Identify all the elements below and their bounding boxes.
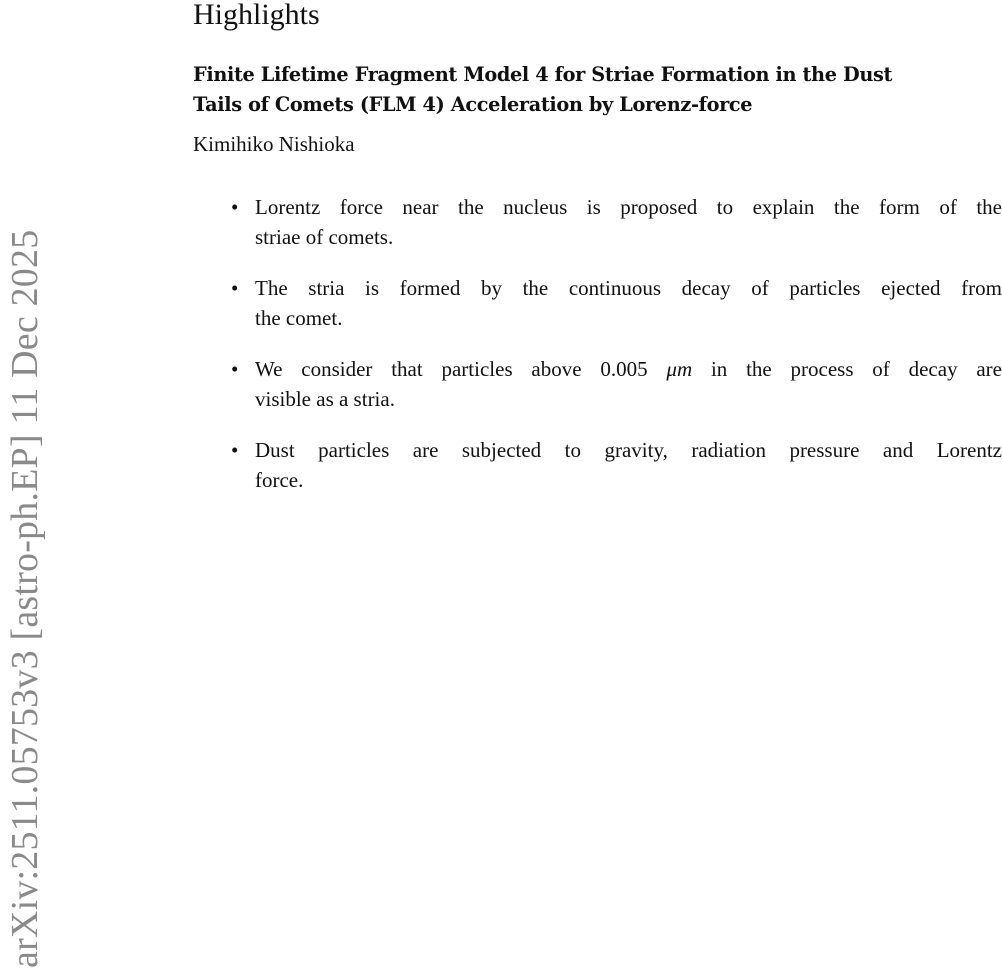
highlight-line: visible as a stria. (255, 387, 395, 411)
highlight-line: force. (255, 468, 304, 492)
highlights-page (193, 0, 1002, 516)
highlight-item-3 (193, 354, 1002, 414)
bullet-icon: • (231, 438, 239, 462)
arxiv-identifier-stamp: arXiv:2511.05753v3 [astro-ph.EP] 11 Dec 2025 (4, 229, 46, 968)
author-name: Kimihiko Nishioka (193, 132, 355, 156)
highlight-text: We consider that particles above 0.005 (255, 357, 667, 381)
section-heading: Highlights (193, 0, 320, 31)
bullet-icon: • (231, 195, 239, 219)
paper-title-line-1: Finite Lifetime Fragment Model 4 for Striae Formation in the Dust (193, 63, 893, 86)
highlight-item-1 (193, 192, 1002, 252)
bullet-icon: • (231, 357, 239, 381)
paper-title-line-2: Tails of Comets (FLM 4) Acceleration by Lorenz-force (193, 93, 753, 116)
highlight-item-2 (193, 273, 1002, 333)
highlight-text: in the process of decay are (692, 357, 1002, 381)
bullet-icon: • (231, 276, 239, 300)
highlight-item-4 (193, 435, 1002, 495)
highlights-list (193, 192, 1002, 495)
math-unit: μm (666, 357, 693, 381)
highlight-line: striae of comets. (255, 225, 394, 249)
highlight-line: Lorentz force near the nucleus is proposed to explain the form of the (255, 195, 1002, 219)
highlight-line: Dust particles are subjected to gravity, radiation pressure and Lorentz (255, 438, 1002, 462)
highlight-line: The stria is formed by the continuous decay of particles ejected from (255, 276, 1002, 300)
paper-title (193, 60, 1002, 120)
highlight-line (255, 354, 1002, 384)
highlight-line: the comet. (255, 306, 343, 330)
